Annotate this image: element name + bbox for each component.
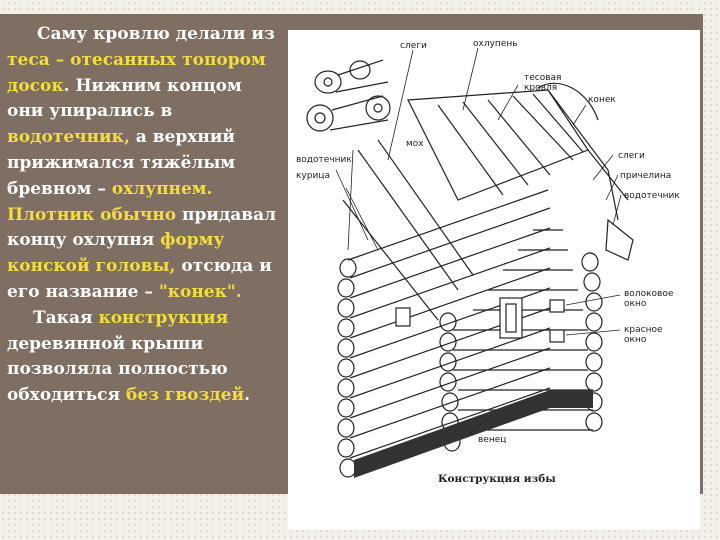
highlight-no-nails: без гвоздей [126, 385, 245, 406]
front-window [500, 298, 522, 338]
text-run: . Нижним концом они упирались в [7, 75, 242, 122]
label-krasnoe: красное [624, 325, 663, 335]
highlight-vodotechnik: водотечник, [7, 127, 130, 148]
label-slegi-top: слеги [400, 41, 427, 51]
label-vodotechnik-right: водотечник [624, 191, 680, 201]
label-ohlupen: охлупень [473, 39, 518, 49]
diagram-caption: Конструкция избы [438, 473, 556, 485]
text-run: деревянной крыши позволяла полностью обходиться [7, 333, 228, 406]
highlight-teca: теса [7, 49, 50, 70]
text-run: Саму кровлю делали из [37, 24, 275, 44]
label-venets: венец [478, 435, 507, 445]
left-corner-log-ends [338, 259, 356, 477]
label-prichelina: причелина [620, 171, 672, 181]
highlight-ohlupen: охлупнем. Плотник обычно [7, 178, 213, 225]
text-run: . [244, 385, 251, 406]
label-moh: мох [406, 139, 424, 149]
ridge-bracket [606, 220, 633, 260]
label-konek: конек [588, 95, 616, 105]
izba-drawing [288, 30, 700, 530]
log-section-icon [307, 60, 390, 131]
izba-diagram [288, 30, 700, 530]
window-small [396, 308, 410, 326]
window-right-2 [550, 330, 564, 342]
body-text [7, 22, 279, 409]
window-right-1 [550, 300, 564, 312]
label-okno-1: окно [624, 299, 647, 309]
label-tesovaya: тесовая [524, 73, 562, 83]
highlight-dash: – [49, 49, 71, 70]
paragraph-1 [7, 22, 279, 306]
highlight-boards: отесанных топором досок [7, 49, 266, 96]
highlight-horse-head: форму конской головы, [7, 230, 225, 277]
label-okno-2: окно [624, 335, 647, 345]
label-slegi-right: слеги [618, 151, 645, 161]
label-vodotechnik-left: водотечник [296, 155, 352, 165]
label-kuritsa: курица [296, 171, 330, 181]
foundation-band [354, 390, 593, 478]
text-run: а верхний прижимался тяжёлым бревном – [7, 127, 236, 199]
highlight-construction: конструкция [98, 307, 229, 328]
highlight-konek: "конек". [158, 281, 242, 302]
text-run: Такая [33, 307, 99, 328]
text-run: отсюда и его название – [7, 256, 272, 302]
label-volokovoe: волоковое [624, 289, 674, 299]
paragraph-2 [7, 306, 279, 409]
text-run: придавал концу охлупня [7, 204, 277, 251]
label-krovlya: кровля [524, 83, 558, 93]
